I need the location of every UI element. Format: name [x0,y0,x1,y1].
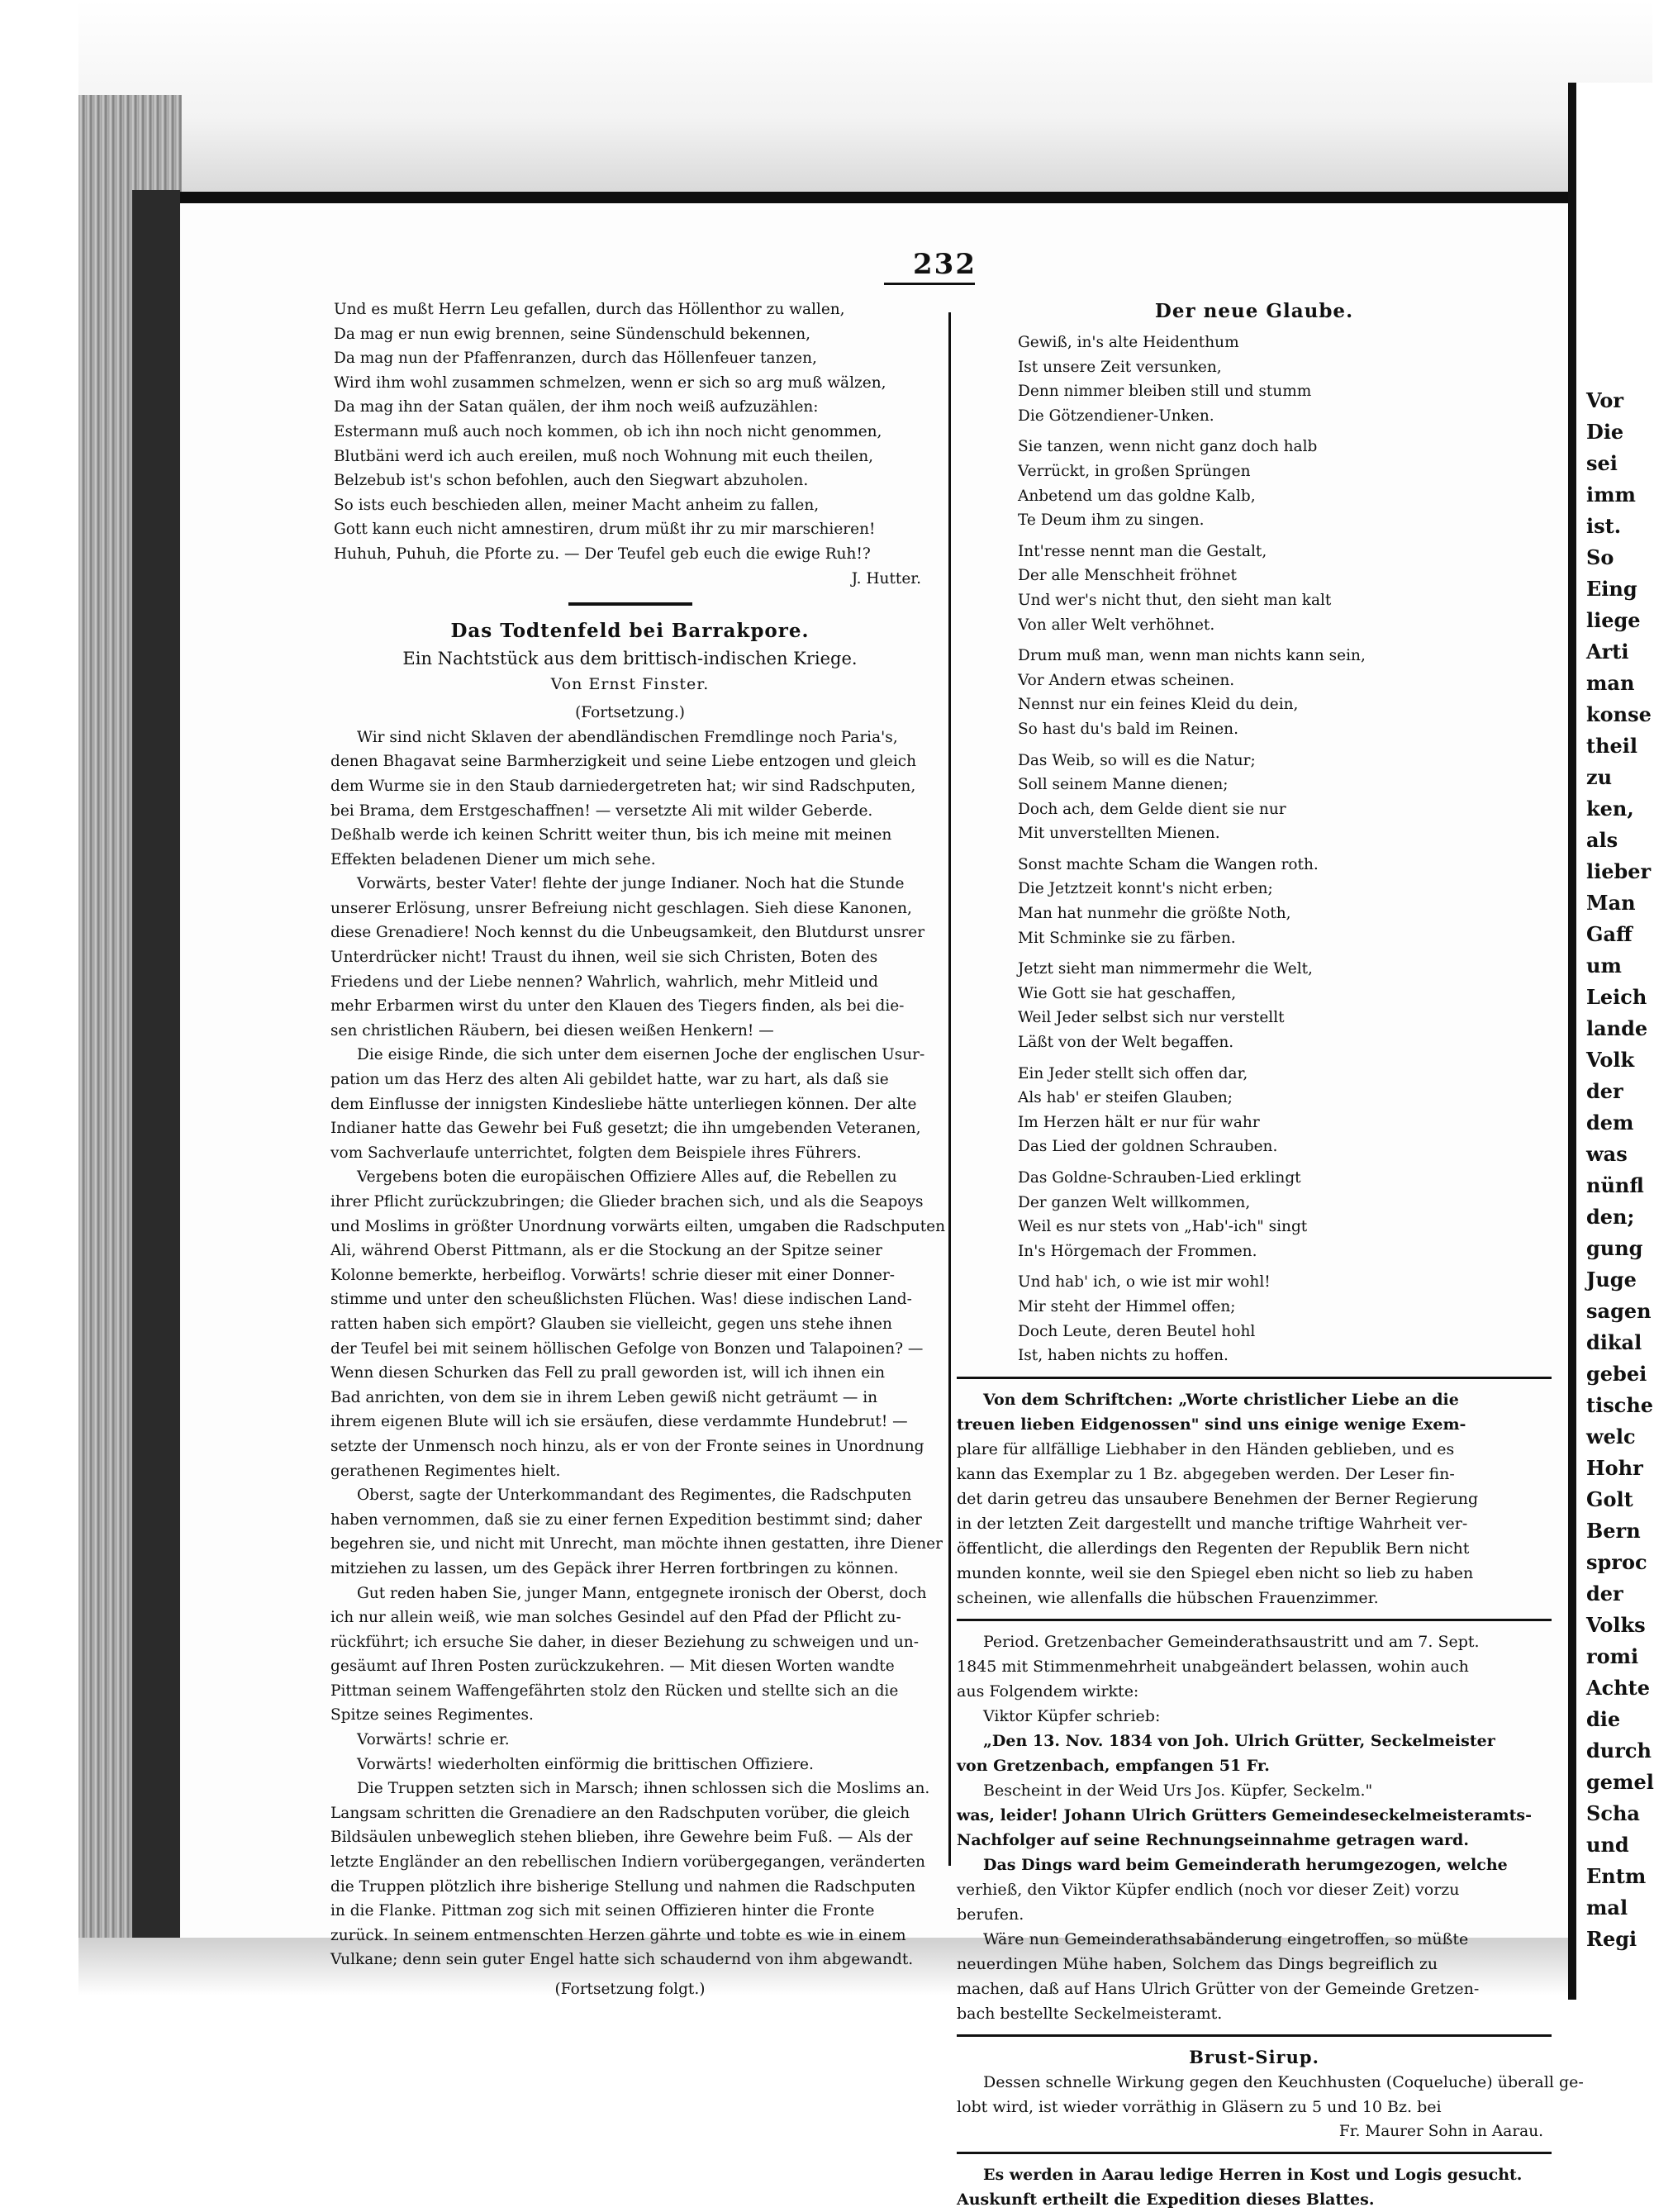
notice-sirup [957,2070,1584,2119]
story-line: Vorwärts! wiederholten einförmig die brittischen Offiziere. [357,1755,814,1773]
poem-line: Verrückt, in großen Sprüngen [1018,462,1251,480]
story-line: Kolonne bemerkte, herbeiflog. Vorwärts! schrie dieser mit einer Donner- [330,1266,896,1284]
story-line: Unterdrücker nicht! Traust du ihnen, weil sie sich Christen, Boten des [330,949,878,967]
poem-line: Gott kann euch nicht amnestiren, drum müßt ihr zu mir marschieren! [334,521,876,539]
left-column [330,297,946,2002]
story-line: Wir sind nicht Sklaven der abendländischen Fremdlinge noch Paria's, [357,728,898,746]
adjacent-page-fragment: Regi [1586,1927,1637,1951]
adjacent-page-strip [1568,83,1652,2000]
poem-stanza [1015,540,1552,637]
adjacent-page-fragment: die [1586,1707,1621,1731]
poem-line: Soll seinem Manne dienen; [1018,776,1229,794]
adjacent-page-fragment: Volks [1586,1613,1646,1637]
notice-line: plare für allfällige Liebhaber in den Händen geblieben, und es [957,1439,1455,1458]
poem-line: Da mag nun der Pfaffenranzen, durch das Höllenfeuer tanzen, [334,350,817,368]
poem-line: Sonst machte Scham die Wangen roth. [1018,855,1319,873]
adjacent-page-fragment: Volk [1586,1048,1635,1072]
adjacent-page-fragment: theil [1586,734,1638,758]
story-line: Die eisige Rinde, die sich unter dem eisernen Joche der englischen Usur- [357,1046,925,1064]
story-line: Friedens und der Liebe nennen? Wahrlich, wahrlich, mehr Mitleid und [330,973,879,991]
poem-line: Da mag ihn der Satan quälen, der ihm noch weiß aufzuzählen: [334,398,819,416]
notice-gretzenbach [957,1629,1552,2026]
poem-line: Als hab' er steifen Glauben; [1018,1089,1233,1107]
poem-line: Das Lied der goldnen Schrauben. [1018,1138,1278,1156]
story-line: zurück. In seinem entmenschten Herzen gährte und tobte es wie in einem [330,1926,906,1944]
poem-stanza [1015,1166,1552,1263]
adjacent-page-fragment: Hohr [1586,1456,1643,1480]
poem-line: Mir steht der Himmel offen; [1018,1297,1236,1315]
poem-line: Da mag er nun ewig brennen, seine Sündenschuld bekennen, [334,325,811,343]
adjacent-page-fragment: lieber [1586,859,1652,883]
adjacent-page-fragment: den; [1586,1205,1635,1229]
story-line: Deßhalb werde ich keinen Schritt weiter thun, bis ich meine mit meinen [330,826,892,844]
story-line: sen christlichen Räubern, bei diesen weißen Henkern! — [330,1021,774,1039]
poem-line: Läßt von der Welt begaffen. [1018,1034,1234,1052]
poem-line: Ist, haben nichts zu hoffen. [1018,1347,1229,1365]
adjacent-page-fragment: Die [1586,420,1624,444]
story-line: Ali, während Oberst Pittmann, als er die Stockung an der Spitze seiner [330,1242,882,1260]
story-line: Spitze seines Regimentes. [330,1706,534,1724]
story-line: mehr Erbarmen wirst du unter den Klauen des Tiegers finden, als bei die- [330,997,905,1016]
poem-line: In's Hörgemach der Frommen. [1018,1242,1257,1260]
story-line: gesäumt auf Ihren Posten zurückzukehren. — Mit diesen Worten wandte [330,1658,895,1676]
adjacent-page-fragment: dem [1586,1111,1634,1135]
notice-pamphlet [957,1387,1552,1610]
adjacent-page-fragment: sagen [1586,1299,1652,1323]
adjacent-page-fragment: So [1586,545,1614,569]
poem-line: Mit unverstellten Mienen. [1018,825,1220,843]
poem-line: Gewiß, in's alte Heidenthum [1018,334,1239,351]
column-divider [948,312,951,1866]
notice-line: berufen. [957,1905,1024,1924]
poem-line: Int'resse nennt man die Gestalt, [1018,542,1267,560]
adjacent-page-fragment: tische [1586,1393,1654,1417]
story-line: begehren sie, und nicht mit Unrecht, man möchte ihnen gestatten, ihre Diener [330,1535,943,1553]
poem-line: Weil es nur stets von „Hab'-ich" singt [1018,1218,1308,1236]
story-line: gerathenen Regimentes hielt. [330,1462,561,1480]
poem-line: Estermann muß auch noch kommen, ob ich ihn noch nicht genommen, [334,422,882,440]
notice-line: Nachfolger auf seine Rechnungseinnahme getragen ward. [957,1830,1469,1849]
poem-stanza [1015,331,1552,428]
poem-stanza [1015,435,1552,532]
adjacent-page-fragment: gung [1586,1236,1643,1260]
poem-line: Te Deum ihm zu singen. [1018,511,1205,530]
story-line: Bildsäulen unbeweglich stehen blieben, ihre Gewehre beim Fuß. — Als der [330,1829,913,1847]
notice-line: Dessen schnelle Wirkung gegen den Keuchhusten (Coqueluche) überall ge- [983,2072,1584,2091]
poem-ending [330,297,929,567]
poem-stanza [1015,957,1552,1054]
adjacent-page-fragment: Gaff [1586,922,1633,946]
poem-line: Belzebub ist's schon befohlen, auch den Siegwart abzuholen. [334,472,809,490]
poem-signature: J. Hutter. [851,569,921,587]
notice-line: Wäre nun Gemeinderathsabänderung eingetroffen, so müßte [983,1929,1469,1948]
story-line: dem Einflusse der innigsten Kindesliebe hätte unterliegen können. Der alte [330,1095,917,1113]
page-number: 232 [913,248,977,281]
story-line: Vorwärts, bester Vater! flehte der junge Indianer. Noch hat die Stunde [357,875,905,893]
poem-line: Der ganzen Welt willkommen, [1018,1193,1251,1211]
adjacent-page-fragment: zu [1586,765,1613,789]
notice-line: was, leider! Johann Ulrich Grütters Gemeindeseckelmeisteramts- [957,1805,1533,1824]
adjacent-page-fragment: der [1586,1079,1623,1103]
adjacent-page-fragment: mal [1586,1896,1628,1919]
adjacent-page-fragment: ken, [1586,797,1634,821]
notice-line: treuen lieben Eidgenossen" sind uns einige wenige Exem- [957,1415,1466,1434]
adjacent-page-fragment: gebei [1586,1362,1647,1386]
story-line: letzte Engländer an den rebellischen Indiern vorübergegangen, veränderten [330,1853,925,1872]
notice-line: Auskunft ertheilt die Expedition dieses Blattes. [957,2191,1375,2210]
adjacent-page-fragment: liege [1586,608,1641,632]
adjacent-page-fragment: welc [1586,1425,1636,1449]
poem-line: Im Herzen hält er nur für wahr [1018,1113,1260,1131]
adjacent-page-fragment: dikal [1586,1330,1642,1354]
notice-line: verhieß, den Viktor Küpfer endlich (noch vor dieser Zeit) vorzu [957,1880,1460,1899]
story-line: bei Brama, dem Erstgeschaffnen! — versetzte Ali mit wilder Geberde. [330,802,873,820]
story-line: die Truppen plötzlich ihre bisherige Stellung und nahmen die Radschputen [330,1877,916,1896]
poem-line: Wird ihm wohl zusammen schmelzen, wenn er sich so arg muß wälzen, [334,373,886,392]
poem-line: Sie tanzen, wenn nicht ganz doch halb [1018,438,1318,456]
notice-line: Viktor Küpfer schrieb: [983,1706,1161,1725]
adjacent-page-fragment: sproc [1586,1550,1647,1574]
adjacent-page-fragment: Entm [1586,1864,1647,1888]
story-line: Die Truppen setzten sich in Marsch; ihnen schlossen sich die Moslims an. [357,1780,930,1798]
story-line: mitziehen zu lassen, um des Gepäck ihrer Herren fortbringen zu können. [330,1559,899,1577]
story-subtitle: Ein Nachtstück aus dem brittisch-indischen Kriege. [402,649,858,669]
notice-sirup-seller: Fr. Maurer Sohn in Aarau. [1338,2122,1543,2140]
adjacent-page-fragment: und [1586,1833,1629,1857]
story-line: dem Wurme sie in den Staub darniedergetreten hat; wir sind Radschputen, [330,777,916,795]
poem-line: Und wer's nicht thut, den sieht man kalt [1018,591,1332,609]
poem-line: So ists euch beschieden allen, meiner Macht anheim zu fallen, [334,496,820,514]
adjacent-page-fragment: nünfl [1586,1173,1644,1197]
story-line: setzte der Unmensch noch hinzu, als er von der Fronte seines in Unordnung [330,1437,924,1455]
poem-line: Man hat nunmehr die größte Noth, [1018,905,1291,923]
poem-line: Wie Gott sie hat geschaffen, [1018,984,1237,1002]
story-line: Vergebens boten die europäischen Offiziere Alles auf, die Rebellen zu [357,1168,897,1187]
story-line: Langsam schritten die Grenadiere an den Radschputen vorüber, die gleich [330,1804,910,1822]
poem-line: Das Weib, so will es die Natur; [1018,751,1256,769]
adjacent-page-fragment: ist. [1586,514,1622,538]
poem-line: Von aller Welt verhöhnet. [1018,616,1215,634]
notice-line: Period. Gretzenbacher Gemeinderathsaustritt und am 7. Sept. [983,1632,1480,1651]
section-divider [568,602,692,606]
adjacent-page-fragment: Achte [1586,1676,1651,1700]
poem-line: Nennst nur ein feines Kleid du dein, [1018,696,1299,714]
poem-stanza [1015,644,1552,741]
adjacent-page-fragment: gemel [1586,1770,1654,1794]
story-line: Wenn diesen Schurken das Fell zu prall geworden ist, will ich ihnen ein [330,1364,886,1382]
adjacent-page-fragment: Golt [1586,1487,1633,1511]
poem-stanzas [957,331,1552,1368]
poem-line: Doch ach, dem Gelde dient sie nur [1018,800,1286,818]
story-author: Von Ernst Finster. [550,675,710,694]
story-line: haben vernommen, daß sie zu einer fernen Expedition bestimmt sind; daher [330,1510,922,1529]
adjacent-page-fragment: Vor [1586,388,1624,412]
adjacent-page-fragment: um [1586,954,1622,978]
story-line: ihrem eigenen Blute will ich sie ersäufen, diese verdammte Hundebrut! — [330,1413,908,1431]
story-line: ihrer Pflicht zurückzubringen; die Glieder brachen sich, und als die Seapoys [330,1193,924,1211]
section-divider [957,1619,1552,1621]
section-divider [957,1377,1552,1379]
poem-line: Huhuh, Puhuh, die Pforte zu. — Der Teufel geb euch die ewige Ruh!? [334,545,871,563]
story-line: und Moslims in größter Unordnung vorwärts eilten, umgaben die Radschputen [330,1217,946,1235]
story-line: Indianer hatte das Gewehr bei Fuß gesetzt; die ihn umgebenden Veteranen, [330,1120,921,1138]
section-divider [957,2034,1552,2037]
adjacent-page-fragment: Man [1586,891,1636,915]
story-continuation-note: (Fortsetzung.) [575,704,685,722]
right-column [957,297,1584,2212]
story-line: Oberst, sagte der Unterkommandant des Regimentes, die Radschputen [357,1487,912,1505]
story-line: Effekten beladenen Diener um mich sehe. [330,850,656,868]
notice-line: von Gretzenbach, empfangen 51 Fr. [957,1756,1270,1775]
story-line: vom Sachverlaufe unterrichtet, folgten dem Beispiele ihres Führers. [330,1144,862,1162]
story-line: pation um das Herz des alten Ali gebildet hatte, war zu hart, als daß sie [330,1071,889,1089]
story-line: Gut reden haben Sie, junger Mann, entgegnete ironisch der Oberst, doch [357,1584,927,1602]
adjacent-page-fragment: als [1586,828,1618,852]
poem-stanza [1015,1270,1552,1368]
story-line: Pittman seinem Waffengefährten stolz den Rücken und stellte sich an die [330,1682,899,1700]
adjacent-page-fragment: romi [1586,1644,1639,1668]
story-line: stimme und unter den scheußlichsten Flüchen. Was! diese indischen Land- [330,1291,912,1309]
story-line: Vorwärts! schrie er. [357,1731,510,1749]
story-title: Das Todtenfeld bei Barrakpore. [450,620,810,643]
adjacent-page-fragment: Scha [1586,1801,1640,1825]
story-line: Vulkane; denn sein guter Engel hatte sich schaudernd von ihm abgewandt. [330,1951,914,1969]
story-line: der Teufel bei mit seinem höllischen Gefolge von Bonzen und Talapoinen? — [330,1339,924,1358]
adjacent-page-fragment: man [1586,671,1635,695]
adjacent-page-fragment: imm [1586,483,1636,507]
notice-line: Bescheint in der Weid Urs Jos. Küpfer, Seckelm." [983,1781,1373,1800]
adjacent-page-fragment: durch [1586,1739,1652,1762]
poem-line: Ein Jeder stellt sich offen dar, [1018,1064,1248,1082]
poem-line: Das Goldne-Schrauben-Lied erklingt [1018,1169,1301,1187]
poem-line: Vor Andern etwas scheinen. [1018,671,1235,689]
notice-line: Es werden in Aarau ledige Herren in Kost und Logis gesucht. [983,2166,1523,2185]
notice-line: in der letzten Zeit dargestellt und manche triftige Wahrheit ver- [957,1514,1468,1533]
poem-title: Der neue Glaube. [1154,300,1354,322]
notice-line: bach bestellte Seckelmeisteramt. [957,2004,1223,2023]
adjacent-page-fragment: Juge [1586,1268,1637,1292]
notice-line: 1845 mit Stimmenmehrheit unabgeändert belassen, wohin auch [957,1657,1469,1676]
notice-line: scheinen, wie allenfalls die hübschen Frauenzimmer. [957,1588,1379,1607]
poem-stanza [1015,853,1552,950]
book-binding-shadow [132,190,180,1942]
story-line: ich nur allein weiß, wie man solches Gesindel auf den Pfad der Pflicht zu- [330,1609,901,1627]
poem-line: Denn nimmer bleiben still und stumm [1018,383,1312,401]
poem-line: Drum muß man, wenn man nichts kann sein, [1018,647,1366,665]
poem-stanza [1015,1062,1552,1159]
notice-line: „Den 13. Nov. 1834 von Joh. Ulrich Grütter, Seckelmeister [983,1731,1495,1750]
notice-line: munden konnte, weil sie den Spiegel eben nicht so lieb zu haben [957,1563,1474,1582]
page-top-border [180,192,1568,203]
poem-line: Mit Schminke sie zu färben. [1018,929,1236,947]
notice-lodging [957,2162,1552,2212]
story-line: unserer Erlösung, unsrer Befreiung nicht geschlagen. Sieh diese Kanonen, [330,899,912,917]
story-line: diese Grenadiere! Noch kennst du die Unbeugsamkeit, den Blutdurst unsrer [330,924,925,942]
poem-line: Die Jetztzeit konnt's nicht erben; [1018,880,1273,898]
notice-line: kann das Exemplar zu 1 Bz. abgegeben werden. Der Leser fin- [957,1464,1455,1483]
poem-line: So hast du's bald im Reinen. [1018,720,1238,738]
poem-line: Ist unsere Zeit versunken, [1018,358,1222,376]
poem-line: Und es mußt Herrn Leu gefallen, durch das Höllenthor zu wallen, [334,301,845,318]
poem-line: Anbetend um das goldne Kalb, [1018,487,1256,505]
poem-line: Der alle Menschheit fröhnet [1018,567,1237,585]
notice-line: det darin getreu das unsaubere Benehmen der Berner Regierung [957,1489,1479,1508]
poem-line: Doch Leute, deren Beutel hohl [1018,1322,1256,1340]
notice-line: Von dem Schriftchen: „Worte christlicher Liebe an die [983,1390,1459,1409]
scan-top-shadow [78,0,1652,197]
to-be-continued-note: (Fortsetzung folgt.) [554,1981,706,1998]
notice-line: aus Folgendem wirkte: [957,1682,1139,1701]
story-line: in die Flanke. Pittman zog sich mit seinen Offizieren hinter die Fronte [330,1902,875,1920]
poem-stanza [1015,749,1552,846]
adjacent-page-fragment: Leich [1586,985,1647,1009]
story-line: rückführt; ich ersuche Sie daher, in dieser Beziehung zu schweigen und un- [330,1633,919,1651]
poem-line: Und hab' ich, o wie ist mir wohl! [1018,1273,1271,1292]
adjacent-page-fragment: was [1586,1142,1628,1166]
notice-line: lobt wird, ist wieder vorräthig in Gläsern zu 5 und 10 Bz. bei [957,2097,1442,2116]
notice-line: neuerdingen Mühe haben, Solchem das Dings begreiflich zu [957,1954,1438,1973]
adjacent-page-fragment: konse [1586,702,1652,726]
notice-line: öffentlicht, die allerdings den Regenten der Republik Bern nicht [957,1539,1470,1558]
poem-line: Die Götzendiener-Unken. [1018,407,1214,425]
story-line: ratten haben sich empört? Glauben sie vielleicht, gegen uns stehe ihnen [330,1315,892,1333]
adjacent-page-fragment: lande [1586,1016,1648,1040]
adjacent-page-fragment: der [1586,1582,1623,1605]
page-number-underline [884,283,975,285]
section-divider [957,2152,1552,2154]
story-line: denen Bhagavat seine Barmherzigkeit und seine Liebe entzogen und gleich [330,753,917,771]
poem-line: Blutbäni werd ich auch ereilen, muß noch Wohnung mit euch theilen, [334,447,874,465]
notice-sirup-title: Brust-Sirup. [1189,2046,1319,2067]
poem-line: Weil Jeder selbst sich nur verstellt [1018,1009,1285,1027]
story-body [330,725,946,1972]
adjacent-page-fragment: Bern [1586,1519,1641,1543]
adjacent-page-fragment: sei [1586,451,1618,475]
story-line: Bad anrichten, von dem sie in ihrem Leben gewiß nicht geträumt — in [330,1388,878,1406]
notice-line: Das Dings ward beim Gemeinderath herumgezogen, welche [983,1855,1508,1874]
adjacent-page-fragment: Arti [1586,640,1629,664]
adjacent-page-fragment: Eing [1586,577,1637,601]
notice-line: machen, daß auf Hans Ulrich Grütter von der Gemeinde Gretzen- [957,1979,1480,1998]
poem-line: Jetzt sieht man nimmermehr die Welt, [1018,960,1313,978]
